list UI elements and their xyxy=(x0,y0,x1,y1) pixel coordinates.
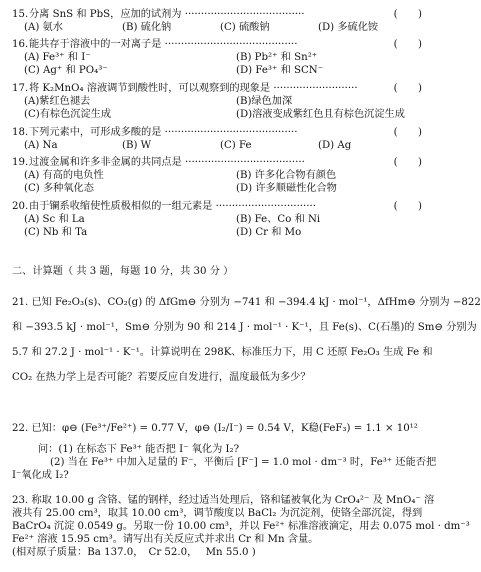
option-b: (B) W xyxy=(122,140,152,151)
paragraph-line: CO₂ 在热力学上是否可能？若要反应自发进行，温度最低为多少？ xyxy=(12,372,311,383)
option-a: (A) 有高的电负性 xyxy=(24,170,104,181)
option-row xyxy=(12,169,424,182)
option-row xyxy=(12,213,424,226)
answer-blank: ( ) xyxy=(393,127,422,138)
option-c: (C) Fe xyxy=(220,140,252,151)
question-17 xyxy=(12,82,424,121)
question-stem: 由于镧系收缩使性质极相似的一组元素是 ······························· xyxy=(29,201,316,212)
answer-blank: ( ) xyxy=(393,39,422,50)
option-c: (C) Nb 和 Ta xyxy=(24,227,88,238)
option-d: (D)溶液变成紫红色且有棕色沉淀生成 xyxy=(236,109,405,120)
option-row xyxy=(12,64,424,77)
option-c: (C) Ag⁺ 和 PO₄³⁻ xyxy=(24,65,108,76)
question-number: 18. xyxy=(12,127,29,138)
question-number: 17. xyxy=(12,83,29,94)
paragraph-line: Fe²⁺ 溶液 15.95 cm³。请写出有关反应式并求出 Cr 和 Mn 含量。 xyxy=(12,534,319,545)
option-row xyxy=(12,21,424,34)
option-b: (B)绿色加深 xyxy=(236,96,293,107)
option-d: (D) 许多顺磁性化合物 xyxy=(236,183,337,194)
option-row xyxy=(12,95,424,108)
question-stem: 分离 SnS 和 PbS，应加的试剂为 ····································· xyxy=(29,9,305,20)
option-d: (D) Cr 和 Mo xyxy=(236,227,302,238)
question-15 xyxy=(12,8,424,34)
option-d: (D) Ag xyxy=(318,140,352,151)
answer-blank: ( ) xyxy=(393,157,422,168)
option-a: (A) Na xyxy=(24,140,58,151)
question-number: 19. xyxy=(12,157,29,168)
question-21 xyxy=(12,296,481,384)
option-c: (C) 硫酸钠 xyxy=(220,22,270,33)
option-b: (B) 硫化钠 xyxy=(122,22,172,33)
question-number: 15. xyxy=(12,9,29,20)
paragraph-line: 和 −393.5 kJ · mol⁻¹，Sm⊖ 分别为 90 和 214 J · mol⁻¹ · K⁻¹，且 Fe(s)、C(石墨)的 Sm⊖ 分别为 xyxy=(12,322,477,333)
paragraph-line: 问：(1) 在标态下 Fe³⁺ 能否把 I⁻ 氧化为 I₂? xyxy=(38,444,240,455)
answer-blank: ( ) xyxy=(393,83,422,94)
option-row xyxy=(12,226,424,239)
option-b: (B) Fe、Co 和 Ni xyxy=(236,214,321,225)
option-c: (C) 多种氧化态 xyxy=(24,183,94,194)
option-a: (A) 氨水 xyxy=(24,22,63,33)
option-a: (A) Sc 和 La xyxy=(24,214,85,225)
question-stem: 将 K₂MnO₄ 溶液调节到酸性时，可以观察到的现象是 ·························· xyxy=(29,83,358,94)
question-23 xyxy=(12,494,470,559)
question-19 xyxy=(12,156,424,195)
paragraph-line: (相对原子质量：Ba 137.0， Cr 52.0， Mn 55.0 ) xyxy=(12,547,256,558)
paragraph-line: 23. 称取 10.00 g 含铬、锰的钢样，经过适当处理后，铬和锰被氧化为 CrO₄²⁻ 及 MnO₄⁻ 溶 xyxy=(12,495,435,506)
option-d: (D) Fe³⁺ 和 SCN⁻ xyxy=(236,65,324,76)
option-row xyxy=(12,51,424,64)
paragraph-line: 21. 已知 Fe₂O₃(s)、CO₂(g) 的 ΔfGm⊖ 分别为 −741 和 −394.4 kJ · mol⁻¹，ΔfHm⊖ 分别为 −822 xyxy=(12,297,481,308)
option-b: (B) 许多化合物有颜色 xyxy=(236,170,337,181)
option-row xyxy=(12,139,424,152)
option-a: (A) Fe³⁺ 和 I⁻ xyxy=(24,52,91,63)
answer-blank: ( ) xyxy=(393,9,422,20)
option-c: (C)有棕色沉淀生成 xyxy=(24,109,112,120)
paragraph-line: (2) 当在 Fe³⁺ 中加入足量的 F⁻，平衡后 [F⁻] = 1.0 mol · dm⁻³ 时，Fe³⁺ 还能否把 xyxy=(50,457,437,468)
option-a: (A)紫红色褪去 xyxy=(24,96,91,107)
question-number: 16. xyxy=(12,39,29,50)
paragraph-line: 5.7 和 27.2 J · mol⁻¹ · K⁻¹。计算说明在 298K、标准压力下，用 C 还原 Fe₂O₃ 生成 Fe 和 xyxy=(12,347,433,358)
paragraph-line: BaCrO₄ 沉淀 0.0549 g。另取一份 10.00 cm³，并以 Fe²⁺ 标准溶液滴定，用去 0.075 mol · dm⁻³ xyxy=(12,521,470,532)
option-d: (D) 多硫化铵 xyxy=(318,22,379,33)
question-stem: 能共存于溶液中的一对离子是 ········································· xyxy=(29,39,298,50)
question-18 xyxy=(12,126,424,152)
option-b: (B) Pb²⁺ 和 Sn²⁺ xyxy=(236,52,318,63)
question-16 xyxy=(12,38,424,77)
option-row xyxy=(12,108,424,121)
answer-blank: ( ) xyxy=(393,201,422,212)
option-row xyxy=(12,182,424,195)
question-number: 20. xyxy=(12,201,29,212)
question-20 xyxy=(12,200,424,239)
paragraph-line: 液共有 25.00 cm³，取其 10.00 cm³，调节酸度以 BaCl₂ 为沉淀剂，使铬全部沉淀，得到 xyxy=(12,508,423,519)
question-stem: 过渡金属和许多非金属的共同点是 ····································· xyxy=(29,157,305,168)
question-stem: 下列元素中，可形成多酸的是 ········································· xyxy=(29,127,298,138)
paragraph-line: 22. 已知：φ⊖ (Fe³⁺/Fe²⁺) = 0.77 V，φ⊖ (I₂/I⁻) = 0.54 V，K稳(FeF₃) = 1.1 × 10¹² xyxy=(12,423,418,434)
paragraph-line: I⁻氧化成 I₂? xyxy=(12,470,69,481)
section-heading: 二、计算题（ 共 3 题，每题 10 分，共 30 分 ） xyxy=(12,266,234,277)
question-22 xyxy=(12,422,437,482)
